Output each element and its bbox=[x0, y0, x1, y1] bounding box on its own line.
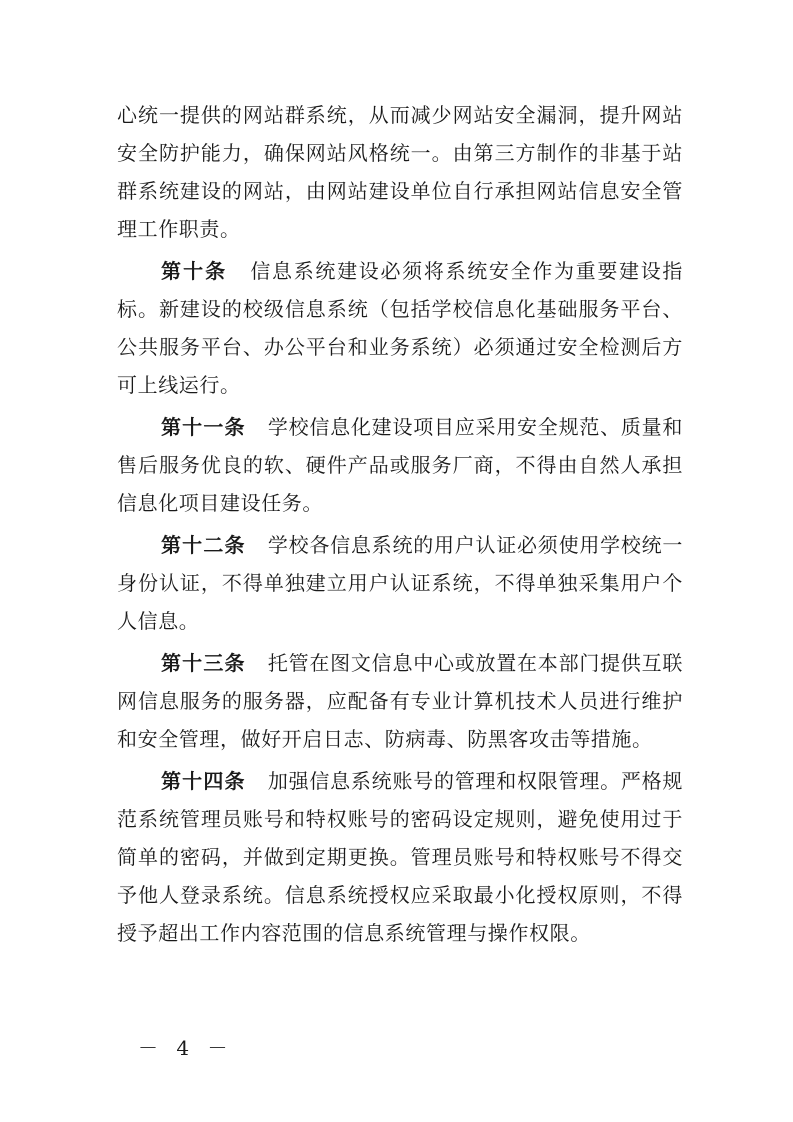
document-body bbox=[117, 96, 683, 956]
article-11 bbox=[117, 408, 683, 522]
article-10 bbox=[117, 252, 683, 404]
article-text: 托管在图文信息中心或放置在本部门提供互联网信息服务的服务器，应配备有专业计算机技术人员进行维护和安全管理，做好开启日志、防病毒、防黑客攻击等措施。 bbox=[117, 651, 684, 751]
article-13 bbox=[117, 644, 683, 758]
paragraph-continuation bbox=[117, 96, 683, 248]
article-text: 加强信息系统账号的管理和权限管理。严格规范系统管理员账号和特权账号的密码设定规则，避免使用过于简单的密码，并做到定期更换。管理员账号和特权账号不得交予他人登录系统。信息系统授权应采取最小化授权原则，不得授予超出工作内容范围的信息系统管理与操作权限。 bbox=[117, 769, 684, 945]
article-number: 第十三条 bbox=[161, 651, 246, 675]
article-number: 第十一条 bbox=[161, 415, 246, 439]
article-number: 第十二条 bbox=[161, 533, 246, 557]
page-number: － 4 － bbox=[138, 1036, 234, 1060]
article-12 bbox=[117, 526, 683, 640]
paragraph-text: 心统一提供的网站群系统，从而减少网站安全漏洞，提升网站安全防护能力，确保网站风格统一。由第三方制作的非基于站群系统建设的网站，由网站建设单位自行承担网站信息安全管理工作职责。 bbox=[117, 103, 683, 241]
article-number: 第十四条 bbox=[161, 769, 246, 793]
article-text: 学校各信息系统的用户认证必须使用学校统一身份认证，不得单独建立用户认证系统，不得单独采集用户个人信息。 bbox=[117, 533, 684, 633]
article-14 bbox=[117, 762, 683, 952]
article-text: 学校信息化建设项目应采用安全规范、质量和售后服务优良的软、硬件产品或服务厂商，不得由自然人承担信息化项目建设任务。 bbox=[117, 415, 684, 515]
article-number: 第十条 bbox=[161, 259, 228, 283]
article-text: 信息系统建设必须将系统安全作为重要建设指标。新建设的校级信息系统（包括学校信息化基础服务平台、公共服务平台、办公平台和业务系统）必须通过安全检测后方可上线运行。 bbox=[117, 259, 684, 397]
